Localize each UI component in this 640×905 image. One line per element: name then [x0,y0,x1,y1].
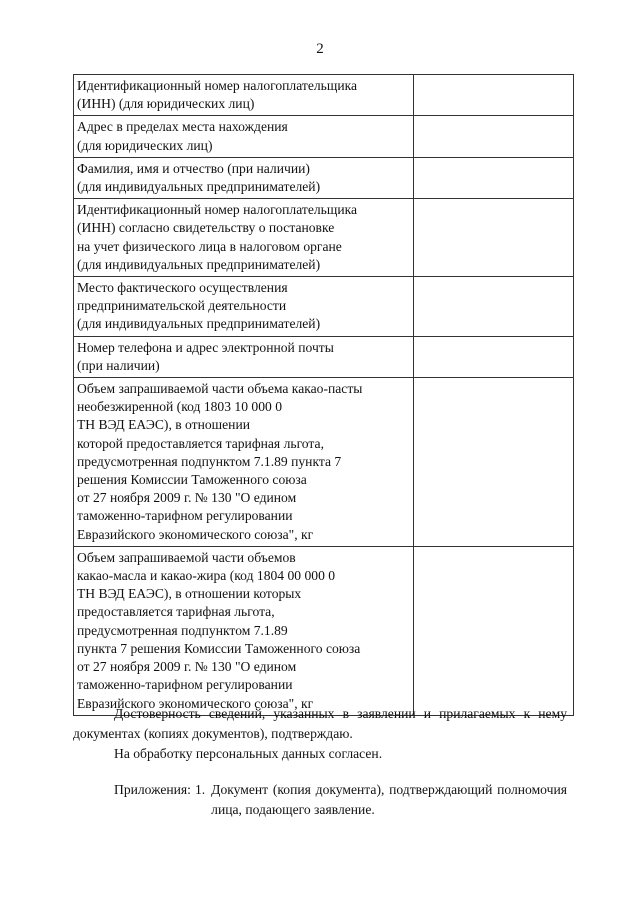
attachment-item [191,780,567,820]
row-value[interactable] [414,199,574,277]
attachment-text: Документ (копия документа), подтверждающий полномочия лица, подающего заявление. [211,782,567,817]
application-form-table [73,74,574,716]
row-label: Объем запрашиваемой части объема какао-пасты необезжиренной (код 1803 10 000 0 ТН ВЭД ЕАЭС), в отношении которой предоставляется тарифная льгота, предусмотренная подпунктом 7.1.89 пункта 7 решения Комиссии Таможенного союза от 27 ноября 2009 г. № 130 "О едином таможенно-тарифном регулировании Евразийского экономического союза", кг [74,378,414,547]
row-value[interactable] [414,546,574,715]
attachments-label: Приложения: [114,782,191,797]
row-value[interactable] [414,336,574,377]
row-value[interactable] [414,75,574,116]
table-row [74,157,574,198]
row-value[interactable] [414,116,574,157]
attachment-number: 1. [194,782,206,797]
row-label: Место фактического осуществления предпринимательской деятельности (для индивидуальных предпринимателей) [74,277,414,337]
table-row [74,199,574,277]
row-value[interactable] [414,378,574,547]
row-label: Номер телефона и адрес электронной почты (при наличии) [74,336,414,377]
table-row [74,116,574,157]
row-value[interactable] [414,277,574,337]
confirmation-paragraph: Достоверность сведений, указанных в заявлении и прилагаемых к нему документах (копиях документов), подтверждаю. [73,706,567,741]
row-label: Объем запрашиваемой части объемов какао-масла и какао-жира (код 1804 00 000 0 ТН ВЭД ЕАЭС), в отношении которых предоставляется тарифная льгота, предусмотренная подпунктом 7.1.89 пункта 7 решения Комиссии Таможенного союза от 27 ноября 2009 г. № 130 "О едином таможенно-тарифном регулировании Евразийского экономического союза", кг [74,546,414,715]
row-label: Идентификационный номер налогоплательщика (ИНН) согласно свидетельству о постановке на учет физического лица в налоговом органе (для индивидуальных предпринимателей) [74,199,414,277]
attachments-block [114,780,567,820]
row-label: Идентификационный номер налогоплательщика (ИНН) (для юридических лиц) [74,75,414,116]
page-number: 2 [316,41,324,57]
table-row [74,277,574,337]
table-row [74,546,574,715]
table-row [74,336,574,377]
row-value[interactable] [414,157,574,198]
consent-paragraph: На обработку персональных данных согласен. [114,746,383,761]
confirmation-block [73,704,567,764]
row-label: Фамилия, имя и отчество (при наличии) (для индивидуальных предпринимателей) [74,157,414,198]
table-row [74,378,574,547]
table-row [74,75,574,116]
row-label: Адрес в пределах места нахождения (для юридических лиц) [74,116,414,157]
